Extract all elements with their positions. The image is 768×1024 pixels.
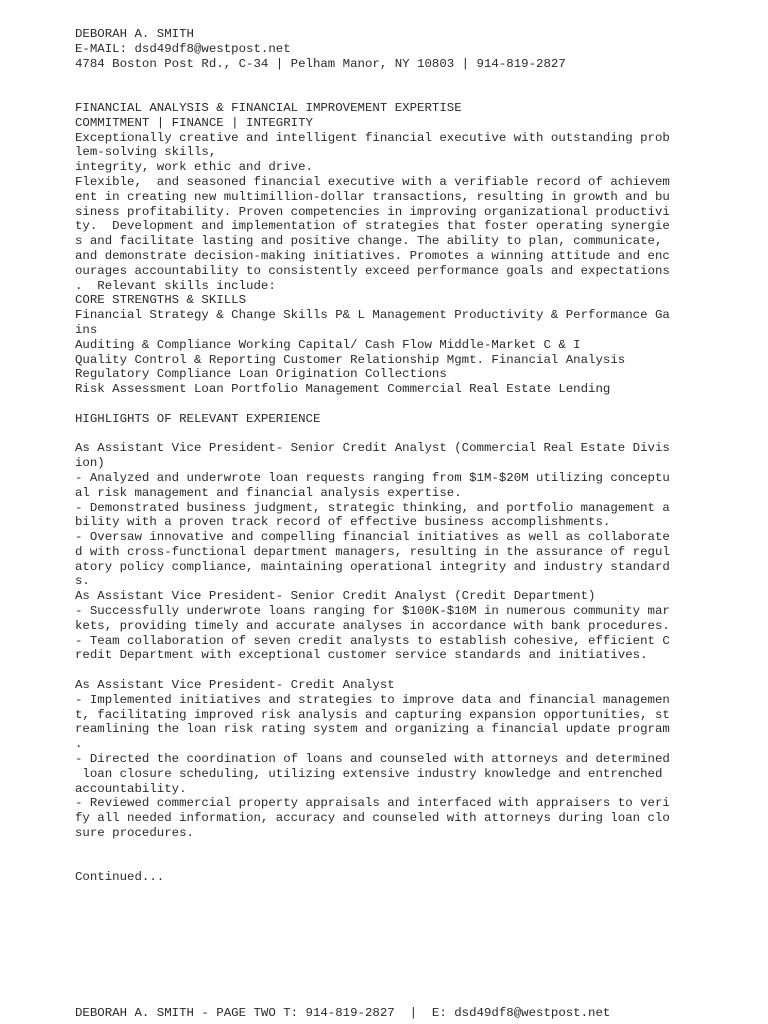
resume-line: and demonstrate decision-making initiatives. Promotes a winning attitude and enc	[75, 248, 670, 263]
resume-line: - Oversaw innovative and compelling financial initiatives as well as collaborate	[75, 530, 670, 545]
resume-line: FINANCIAL ANALYSIS & FINANCIAL IMPROVEMENT EXPERTISE	[75, 100, 462, 115]
resume-line	[75, 856, 715, 871]
resume-line	[75, 397, 715, 412]
resume-line: al risk management and financial analysis expertise.	[75, 485, 462, 500]
resume-line: - Demonstrated business judgment, strategic thinking, and portfolio management a	[75, 500, 670, 515]
resume-line	[75, 663, 715, 678]
resume-line	[75, 86, 715, 101]
resume-line: Auditing & Compliance Working Capital/ Cash Flow Middle-Market C & I	[75, 337, 581, 352]
resume-line	[75, 427, 715, 442]
resume-line: COMMITMENT | FINANCE | INTEGRITY	[75, 115, 313, 130]
resume-line: siness profitability. Proven competencies in improving organizational productivi	[75, 204, 670, 219]
resume-line: . Relevant skills include:	[75, 278, 276, 293]
resume-line: - Team collaboration of seven credit analysts to establish cohesive, efficient C	[75, 633, 670, 648]
resume-line: - Successfully underwrote loans ranging for $100K-$10M in numerous community mar	[75, 604, 670, 619]
resume-line: Flexible, and seasoned financial executive with a verifiable record of achievem	[75, 174, 670, 189]
resume-line: CORE STRENGTHS & SKILLS	[75, 293, 247, 308]
resume-line: ourages accountability to consistently exceed performance goals and expectations	[75, 263, 670, 278]
resume-line: Continued...	[75, 870, 165, 885]
resume-line: sure procedures.	[75, 826, 194, 841]
resume-line: DEBORAH A. SMITH	[75, 27, 194, 41]
resume-line: - Reviewed commercial property appraisals and interfaced with appraisers to veri	[75, 796, 670, 811]
resume-line: kets, providing timely and accurate analyses in accordance with bank procedures.	[75, 618, 670, 633]
resume-line: Risk Assessment Loan Portfolio Management Commercial Real Estate Lending	[75, 382, 611, 397]
resume-line: 4784 Boston Post Rd., C-34 | Pelham Manor, NY 10803 | 914-819-2827	[75, 56, 566, 71]
resume-line: fy all needed information, accuracy and counseled with attorneys during loan clo	[75, 811, 670, 826]
resume-line: t, facilitating improved risk analysis and capturing expansion opportunities, st	[75, 707, 670, 722]
resume-line: ent in creating new multimillion-dollar transactions, resulting in growth and bu	[75, 189, 670, 204]
resume-line: Quality Control & Reporting Customer Relationship Mgmt. Financial Analysis	[75, 352, 626, 367]
resume-line: loan closure scheduling, utilizing extensive industry knowledge and entrenched	[75, 766, 663, 781]
resume-line: ty. Development and implementation of strategies that foster operating synergie	[75, 219, 670, 234]
resume-line: ion)	[75, 456, 105, 471]
page-footer: DEBORAH A. SMITH - PAGE TWO T: 914-819-2827 | E: dsd49df8@westpost.net	[75, 1006, 611, 1020]
resume-line: As Assistant Vice President- Senior Credit Analyst (Credit Department)	[75, 589, 596, 604]
resume-line: d with cross-functional department managers, resulting in the assurance of regul	[75, 544, 670, 559]
resume-line	[75, 71, 715, 86]
resume-line: Regulatory Compliance Loan Origination Collections	[75, 367, 447, 382]
resume-line: s and facilitate lasting and positive change. The ability to plan, communicate,	[75, 234, 663, 249]
resume-line: ins	[75, 322, 98, 337]
resume-line: accountability.	[75, 781, 187, 796]
resume-line: - Implemented initiatives and strategies to improve data and financial managemen	[75, 692, 670, 707]
resume-line: - Analyzed and underwrote loan requests ranging from $1M-$20M utilizing conceptu	[75, 470, 670, 485]
resume-line: .	[75, 737, 83, 752]
resume-line: As Assistant Vice President- Credit Analyst	[75, 678, 395, 693]
resume-line: Exceptionally creative and intelligent financial executive with outstanding prob	[75, 130, 670, 145]
resume-line: E-MAIL: dsd49df8@westpost.net	[75, 41, 291, 56]
resume-page	[75, 27, 715, 885]
resume-line: lem-solving skills,	[75, 145, 217, 160]
resume-line: atory policy compliance, maintaining operational integrity and industry standard	[75, 559, 670, 574]
resume-line: - Directed the coordination of loans and counseled with attorneys and determined	[75, 752, 670, 767]
resume-line: integrity, work ethic and drive.	[75, 160, 313, 175]
resume-line: bility with a proven track record of effective business accomplishments.	[75, 515, 611, 530]
resume-line: Financial Strategy & Change Skills P& L Management Productivity & Performance Ga	[75, 308, 670, 323]
resume-line: reamlining the loan risk rating system and organizing a financial update program	[75, 722, 670, 737]
resume-line: redit Department with exceptional customer service standards and initiatives.	[75, 648, 648, 663]
resume-line	[75, 841, 715, 856]
resume-line: HIGHLIGHTS OF RELEVANT EXPERIENCE	[75, 411, 321, 426]
resume-line: s.	[75, 574, 90, 589]
resume-line: As Assistant Vice President- Senior Credit Analyst (Commercial Real Estate Divis	[75, 441, 670, 456]
